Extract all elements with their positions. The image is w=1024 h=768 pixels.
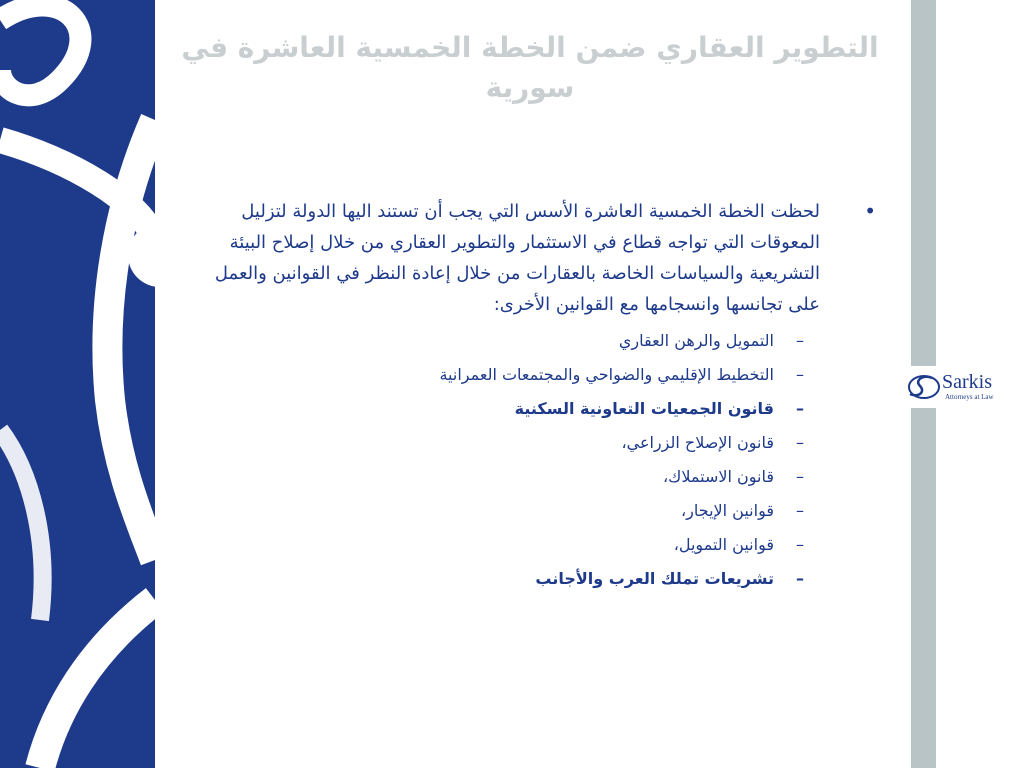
main-bullet bbox=[190, 196, 880, 320]
slide-title: التطوير العقاري ضمن الخطة الخمسية العاشرة في سورية bbox=[181, 31, 879, 104]
dash-icon: – bbox=[796, 501, 804, 520]
list-item-text: قوانين الإيجار، bbox=[680, 501, 774, 520]
dash-icon: – bbox=[796, 467, 804, 486]
list-item bbox=[190, 494, 880, 528]
list-item bbox=[190, 562, 880, 596]
sarkis-logo bbox=[906, 366, 1002, 408]
list-item-text: قانون الإصلاح الزراعي، bbox=[621, 433, 774, 452]
list-item-text: قانون الجمعيات التعاونية السكنية bbox=[514, 399, 774, 418]
list-item bbox=[190, 358, 880, 392]
main-bullet-text: لحظت الخطة الخمسية العاشرة الأسس التي يجب أن تستند اليها الدولة لتزليل المعوقات التي تواجه قطاع في الاستثمار والتطوير العقاري من خلال إصلاح البيئة التشريعية والسياسات الخاصة بالعقارات من خلال إعادة النظر في القوانين والعمل على تجانسها وانسجامها مع القوانين الأخرى: bbox=[214, 201, 820, 315]
list-item-text: قوانين التمويل، bbox=[673, 535, 774, 554]
bullet-dot-icon: • bbox=[864, 199, 876, 223]
list-item-text: التخطيط الإقليمي والضواحي والمجتمعات العمرانية bbox=[439, 365, 774, 384]
decorative-left-panel bbox=[0, 0, 155, 768]
dash-icon: – bbox=[796, 569, 804, 588]
dash-icon: – bbox=[796, 399, 804, 418]
list-item bbox=[190, 528, 880, 562]
dash-icon: – bbox=[796, 433, 804, 452]
slide-content bbox=[190, 196, 880, 596]
swirl-ornament-icon bbox=[0, 0, 155, 768]
list-item bbox=[190, 392, 880, 426]
list-item bbox=[190, 324, 880, 358]
logo-tagline: Attorneys at Law bbox=[945, 393, 994, 401]
dash-icon: – bbox=[796, 365, 804, 384]
dash-icon: – bbox=[796, 535, 804, 554]
logo-emblem-icon bbox=[906, 370, 942, 404]
list-item-text: قانون الاستملاك، bbox=[662, 467, 774, 486]
logo-name: Sarkis bbox=[942, 371, 992, 393]
sub-bullet-list bbox=[190, 324, 880, 596]
list-item-text: التمويل والرهن العقاري bbox=[618, 331, 774, 350]
list-item-text: تشريعات تملك العرب والأجانب bbox=[535, 569, 774, 588]
list-item bbox=[190, 460, 880, 494]
list-item bbox=[190, 426, 880, 460]
dash-icon: – bbox=[796, 331, 804, 350]
